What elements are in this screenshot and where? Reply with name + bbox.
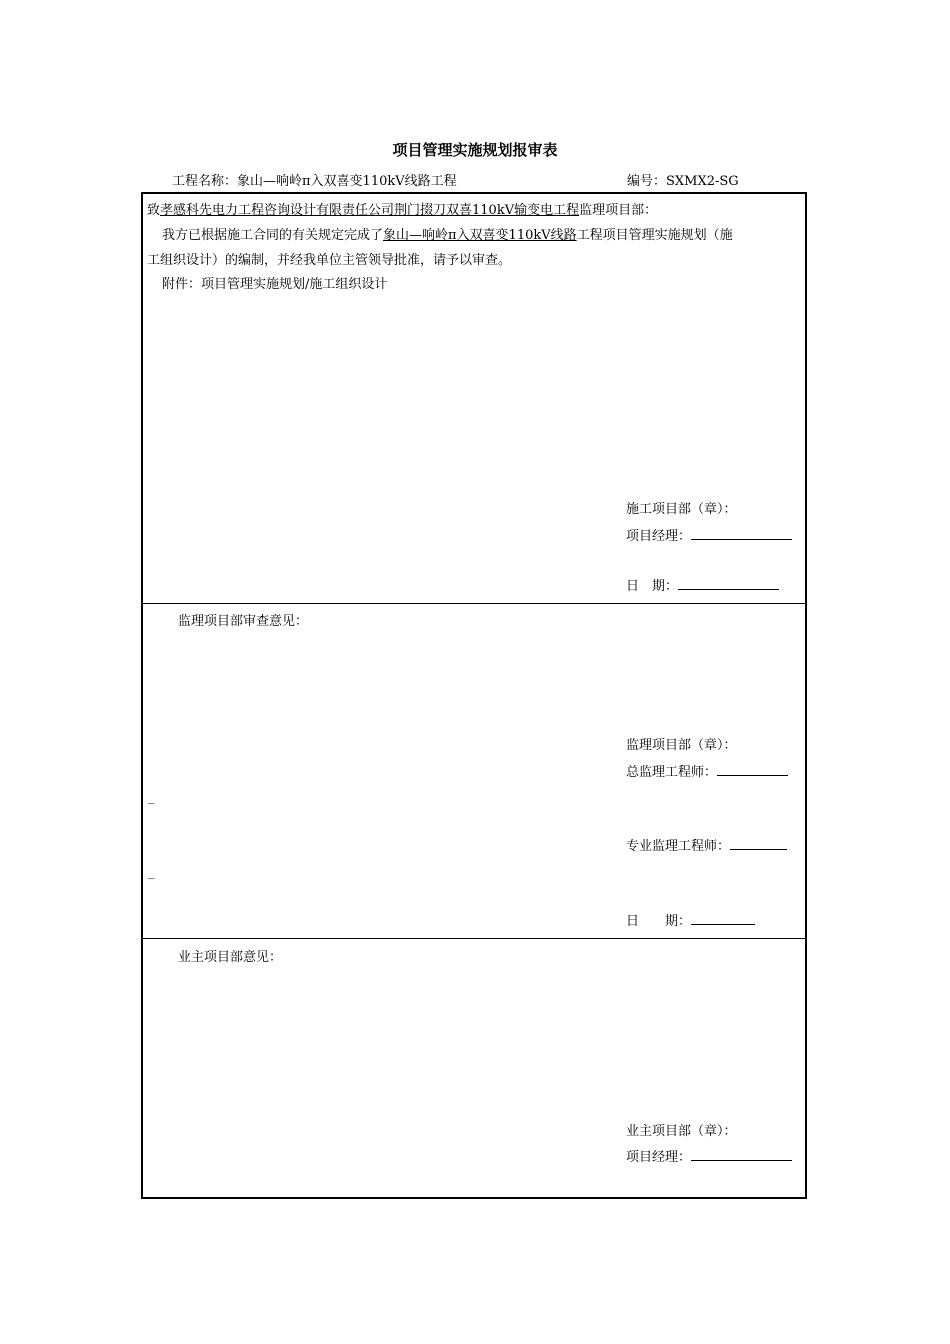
project-name-row — [172, 170, 457, 189]
date-row — [626, 912, 755, 930]
form-code-row — [627, 170, 739, 189]
date-blank[interactable] — [691, 912, 755, 925]
attachment-line: 附件：项目管理实施规划/施工组织设计 — [162, 277, 388, 292]
body-text: 工程项目管理实施规划（施 — [576, 228, 733, 243]
specialist-engineer-row — [626, 837, 787, 855]
addressee-line — [147, 203, 657, 219]
dash-mark: _ — [148, 865, 155, 880]
project-name-label: 工程名称： — [172, 174, 238, 189]
addressee-prefix: 致 — [147, 203, 161, 218]
chief-engineer-row — [626, 763, 788, 781]
date-label: 日 期： — [626, 914, 692, 929]
addressee-org: 孝感科先电力工程咨询设计有限责任公司荆门掇刀双喜110kV输变电工程 — [160, 203, 580, 218]
owner-dept-seal: 业主项目部（章）： — [626, 1124, 737, 1139]
project-manager-label: 项目经理： — [626, 529, 692, 544]
form-code-label: 编号： — [627, 174, 667, 189]
addressee-suffix: 监理项目部： — [579, 203, 658, 218]
owner-opinion-heading: 业主项目部意见： — [178, 950, 283, 965]
date-blank[interactable] — [678, 577, 779, 590]
project-name-value: 象山—响岭π入双喜变110kV线路工程 — [237, 174, 457, 189]
body-project-name: 象山—响岭π入双喜变110kV线路 — [383, 228, 577, 243]
form-title: 项目管理实施规划报审表 — [392, 141, 558, 159]
section-divider — [141, 938, 807, 939]
chief-engineer-label: 总监理工程师： — [626, 765, 718, 780]
owner-manager-row — [626, 1148, 792, 1166]
signature-blank[interactable] — [691, 1148, 792, 1161]
construction-dept-seal: 施工项目部（章）： — [626, 502, 737, 517]
signature-blank[interactable] — [691, 527, 792, 540]
specialist-engineer-label: 专业监理工程师： — [626, 839, 731, 854]
section-divider — [141, 603, 807, 604]
dash-mark: _ — [148, 790, 155, 805]
supervision-dept-seal: 监理项目部（章）： — [626, 738, 737, 753]
body-line-2: 工组织设计）的编制，并经我单位主管领导批准，请予以审查。 — [147, 253, 512, 268]
signature-blank[interactable] — [730, 837, 787, 850]
project-manager-row — [626, 527, 792, 545]
form-table — [141, 192, 807, 1199]
body-line-1 — [162, 228, 733, 244]
date-row — [626, 577, 779, 595]
body-text: 我方已根据施工合同的有关规定完成了 — [162, 228, 384, 243]
date-label: 日 期： — [626, 579, 679, 594]
signature-blank[interactable] — [717, 763, 788, 776]
form-code-value: SXMX2-SG — [666, 174, 739, 189]
supervision-opinion-heading: 监理项目部审查意见： — [178, 614, 309, 629]
owner-manager-label: 项目经理： — [626, 1150, 692, 1165]
